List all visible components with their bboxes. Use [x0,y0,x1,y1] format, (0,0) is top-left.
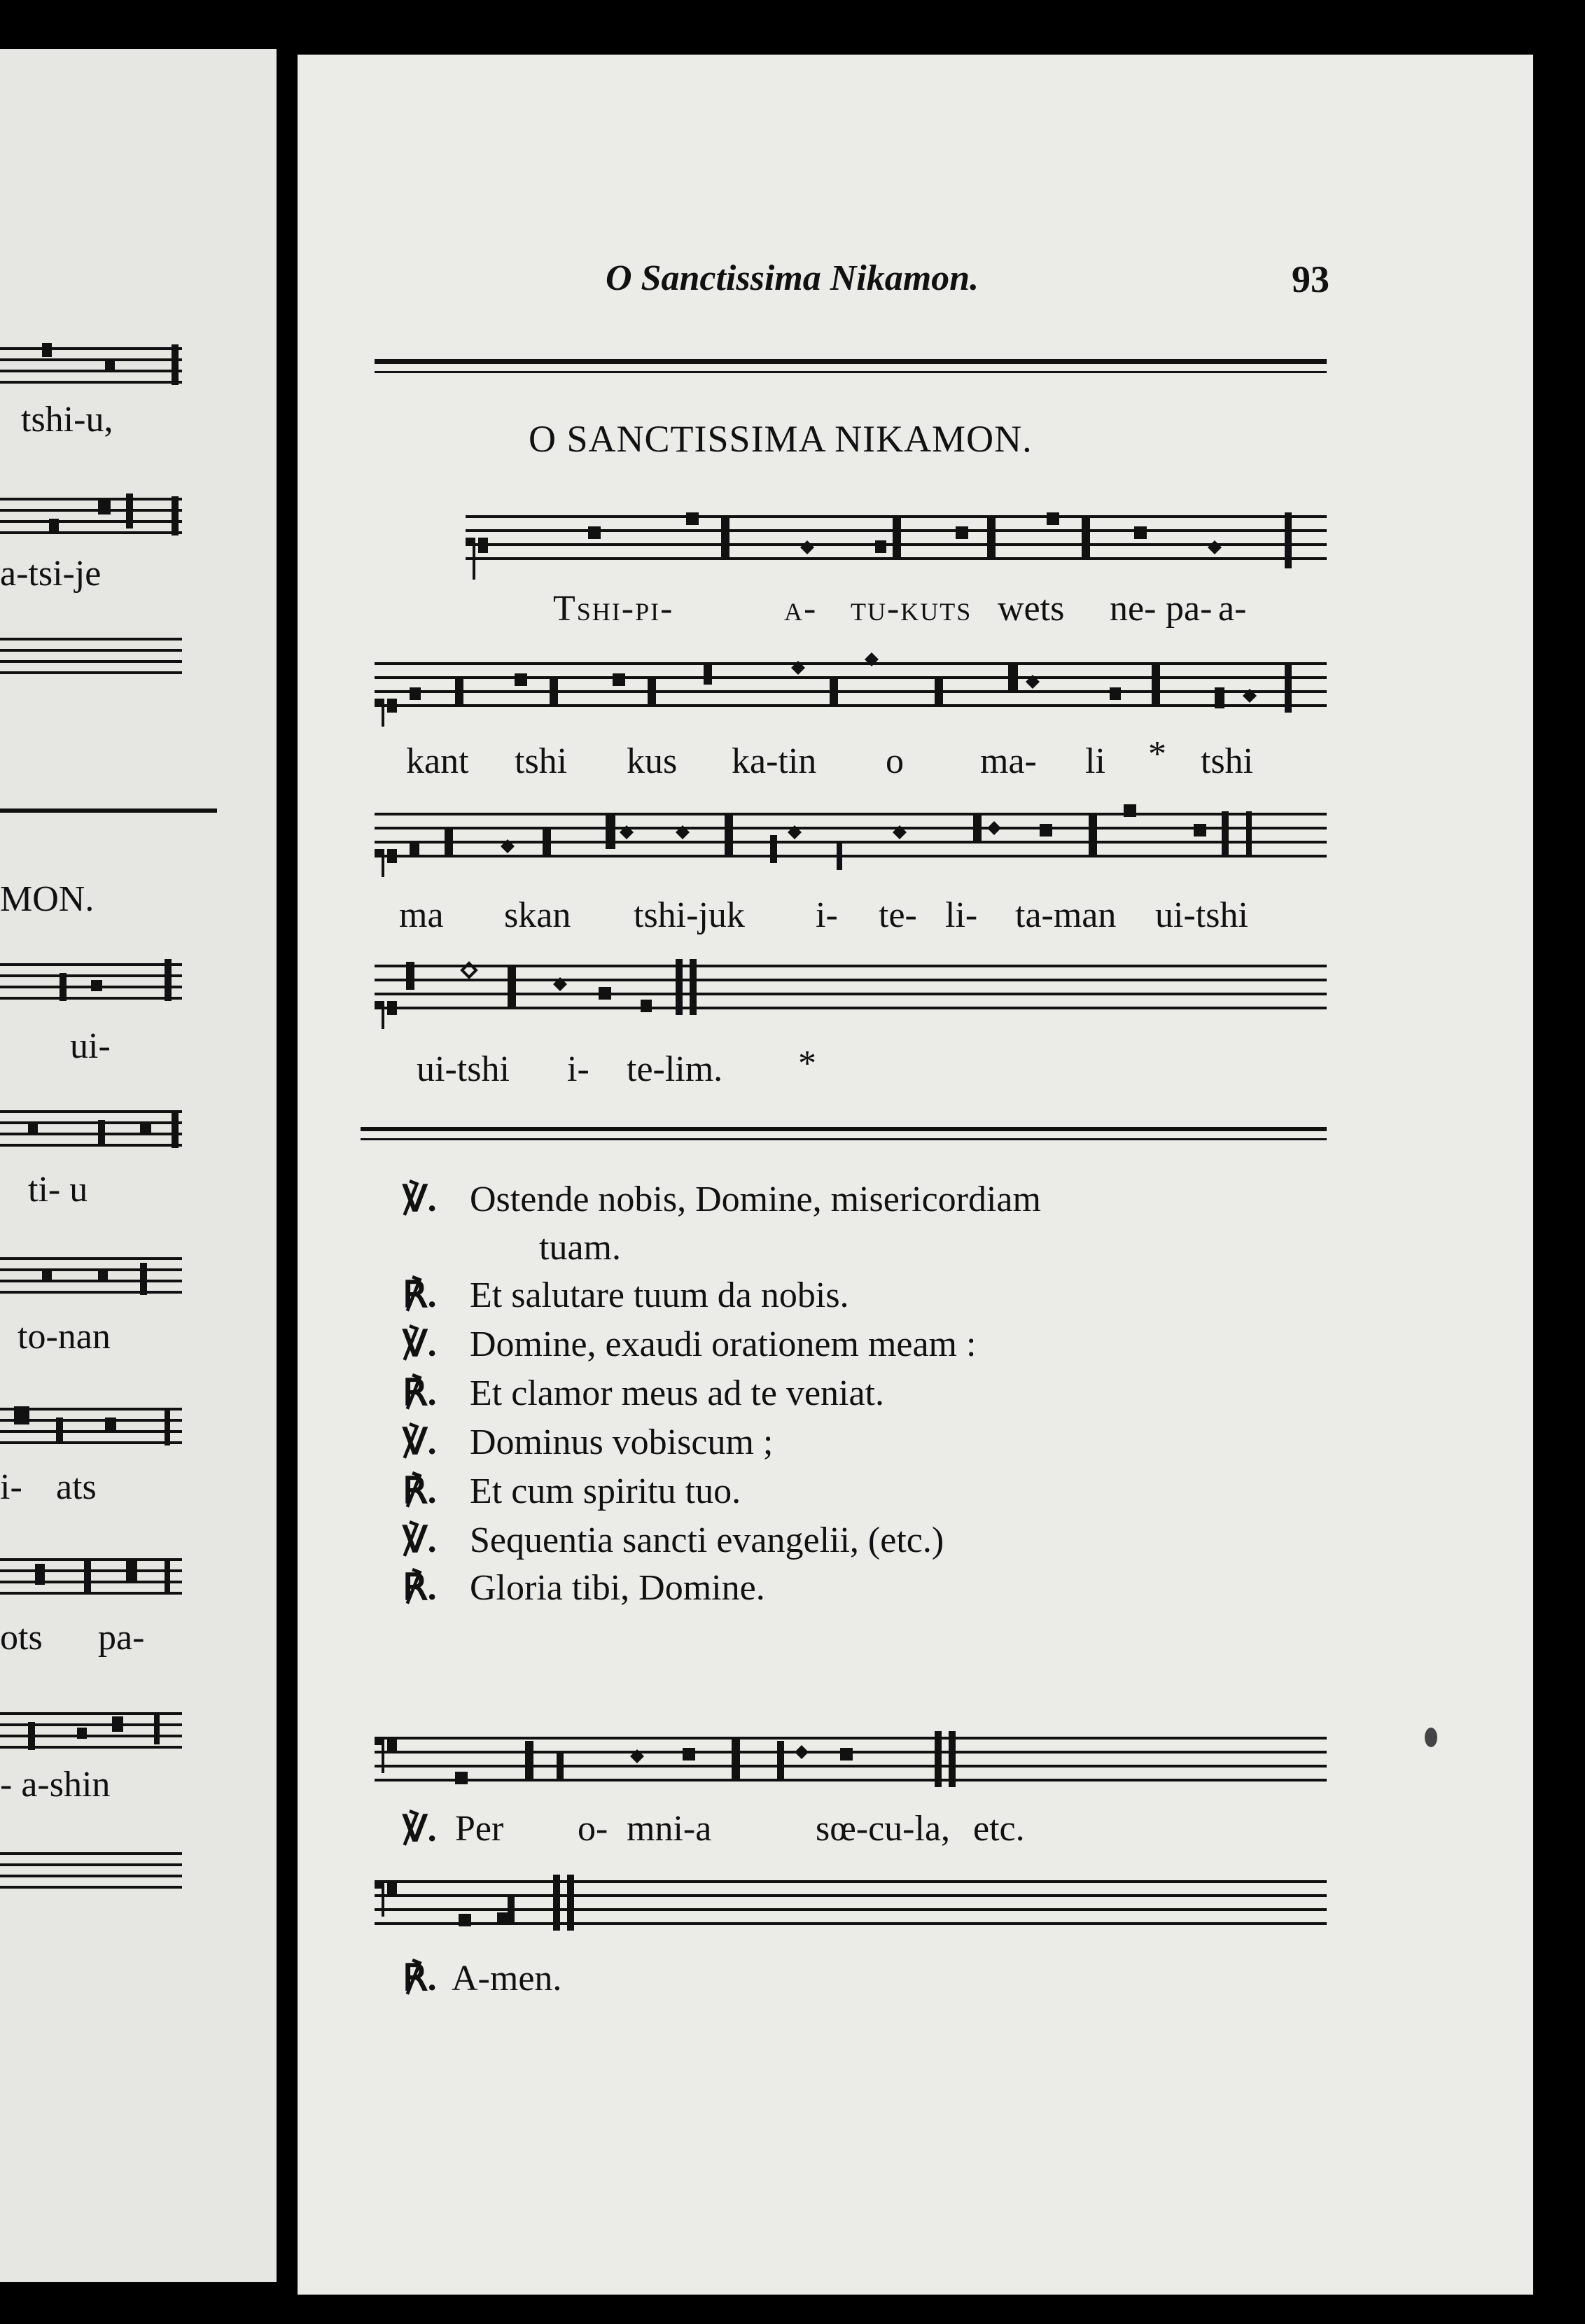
versicle-symbol: ℣. [403,1324,437,1364]
response-symbol: ℟. [403,1959,437,1998]
lyric-4-3: te-lim. [627,1049,723,1089]
response-line-7 [403,1470,741,1512]
left-page-fragment [0,49,277,2282]
left-staff-2 [0,493,189,542]
left-staff-6 [0,1253,189,1302]
lyric-4-2: i- [567,1049,589,1089]
lyric-1-2: a- [784,589,818,629]
lyric-3-1: ma [399,895,444,935]
top-rule-thin [375,371,1327,373]
response-line-6 [403,1421,773,1463]
left-fragment-9: ots [0,1618,43,1658]
left-fragment-1: tshi-u, [21,400,113,440]
response-text: Domine, exaudi orationem meam : [470,1324,977,1364]
chant-staff-1 [466,510,1327,587]
response-text: Dominus vobiscum ; [470,1422,774,1462]
lyric-3-5: te- [879,895,917,935]
lyric-1-6: pa- [1166,589,1213,629]
song-title: O SANCTISSIMA NIKAMON. [529,418,1033,460]
lyric-2-8: * [1148,734,1166,774]
lyric-3-8: ui-tshi [1155,895,1248,935]
lyric-2-4: ka-tin [732,741,817,781]
response-symbol: ℟. [403,1275,437,1315]
top-rule-thick [375,359,1327,364]
response-text: Ostende nobis, Domine, misericordiam [470,1180,1041,1219]
left-staff-3 [0,634,189,682]
running-header-title: O Sanctissima Nikamon. [606,258,979,298]
left-fragment-3: MON. [0,879,95,919]
left-fragment-11: - a-shin [0,1765,111,1805]
response-line-5 [403,1372,884,1414]
response-line-4 [403,1323,976,1365]
left-staff-1 [0,343,189,392]
left-staff-9 [0,1708,189,1757]
middle-rule-thick [361,1127,1327,1131]
lyric-4-1: ui-tshi [417,1049,510,1089]
right-page [298,55,1533,2295]
lyric-3-4: i- [816,895,838,935]
lyric-3-6: li- [945,895,978,935]
lyric-3-2: skan [504,895,571,935]
final-lyric-1-3: mni-a [627,1809,712,1849]
left-staff-4 [0,959,189,1008]
lyric-2-5: o [886,741,904,781]
left-fragment-8: ats [56,1467,97,1507]
left-staff-7 [0,1404,189,1452]
lyric-1-5: ne- [1110,589,1157,629]
versicle-symbol: ℣. [403,1422,437,1462]
final-staff-1 [375,1731,1327,1815]
response-line-8 [403,1519,944,1561]
response-text: Gloria tibi, Domine. [470,1568,765,1608]
lyric-2-7: li [1085,741,1105,781]
left-fragment-4: ui- [70,1026,111,1066]
chant-staff-2 [375,657,1327,734]
response-text: Sequentia sancti evangelii, (etc.) [470,1520,944,1560]
response-text: Et clamor meus ad te veniat. [470,1373,885,1413]
left-fragment-7: i- [0,1467,22,1507]
versicle-symbol: ℣. [403,1520,437,1560]
versicle-symbol: ℣. [403,1809,437,1849]
lyric-4-4: * [798,1044,816,1084]
final-lyric-2-1: A-men. [452,1959,562,1998]
response-line-3 [403,1274,849,1316]
lyric-2-6: ma- [980,741,1037,781]
lyric-3-3: tshi-juk [634,895,745,935]
final-lyric-1-2: o- [578,1809,608,1849]
response-line-2 [539,1227,621,1268]
lyric-1-4: wets [998,589,1065,629]
final-lyric-1-5: etc. [973,1809,1025,1849]
lyric-1-3: tu-kuts [851,589,972,629]
left-fragment-10: pa- [98,1618,145,1658]
response-line-1 [403,1178,1041,1220]
response-symbol: ℟. [403,1373,437,1413]
page-number: 93 [1292,258,1329,300]
response-symbol: ℟. [403,1471,437,1511]
response-text: tuam. [539,1228,621,1268]
final-lyric-1-1: Per [455,1809,504,1849]
lyric-2-2: tshi [515,741,568,781]
middle-rule-thin [361,1138,1327,1140]
left-staff-8 [0,1554,189,1603]
lyric-1-7: a- [1218,589,1247,629]
response-text: Et cum spiritu tuo. [470,1471,741,1511]
chant-staff-4 [375,959,1327,1043]
lyric-2-3: kus [627,741,678,781]
final-chant-line-2 [403,1957,561,1999]
left-fragment-6: to-nan [18,1317,111,1357]
left-fragment-5: ti- u [28,1170,88,1210]
left-fragment-2: a-tsi-je [0,554,102,594]
page-stain [1425,1728,1437,1747]
left-staff-10 [0,1848,189,1897]
lyric-3-7: ta-man [1015,895,1117,935]
lyric-2-1: kant [406,741,469,781]
chant-staff-3 [375,807,1327,891]
lyric-1-1: Tshi-pi- [553,589,674,629]
final-lyric-1-4: sœ-cu-la, [816,1809,951,1849]
response-text: Et salutare tuum da nobis. [470,1275,849,1315]
response-line-9 [403,1567,765,1609]
final-chant-line-1 [403,1808,459,1850]
final-staff-2 [375,1875,1327,1959]
lyric-2-9: tshi [1201,741,1254,781]
left-rule [0,808,217,813]
response-symbol: ℟. [403,1568,437,1608]
left-staff-5 [0,1106,189,1155]
versicle-symbol: ℣. [403,1180,437,1219]
